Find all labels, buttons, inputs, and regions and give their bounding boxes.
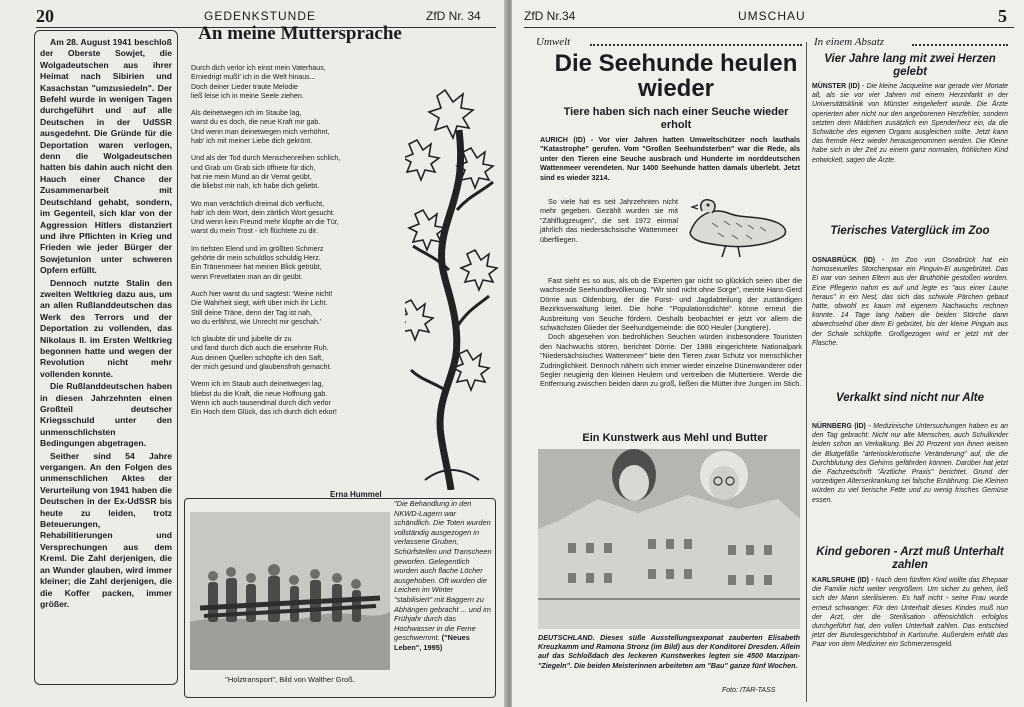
poem-line: warst du mein Trost - ich flüchtete zu dir. [191,227,318,236]
poem-stanza [191,200,411,237]
poem-line: Erniedrigt mußt' ich in die Welt hinaus... [191,73,316,82]
poem-line: hab' ich mit meiner Liebe dich gekrönt. [191,137,313,146]
tree-illustration [405,70,501,490]
poem-line: Ein Tränenmeer hat meinen Blick getrübt, [191,263,322,272]
poem-line: Wenn ich auch tausendmal durch dich verlor [191,398,331,407]
photo-credit: Foto: ITAR-TASS [722,687,776,694]
poem-line: Und als der Tod durch Menschenreihen schlich, [191,154,341,163]
right-page-header [524,6,1014,26]
poem-line: Wenn ich im Staub auch deinetwegen lag, [191,380,324,389]
poem-stanza [191,335,411,372]
poem-line: warst du es doch, die neue Kraft mir gab. [191,118,321,127]
memorial-paragraph: Die Rußlanddeutschen haben in diesen Jahrzehnten einen Großteil deutscher Kriegsschuld unter den unmenschlichsten Bedingungen abgetragen. [40,381,172,449]
brief-body: - Medizinische Untersuchungen haben es an den Tag gebracht: Nicht nur alte Menschen, auch Schulkinder leiden schon an Verkalkung. Bei 20 Prozent von ihnen weisen die Blutgefäße "arteriosklerotische Veränderung" auf, die die Durchblutung des Gehirns gefährden können. Darüber hat jetzt die Fachzeitschrift "Ärztliche Praxis" berichtet. Grund der vorzeitigen Alterserkrankung sei falsche Ernährung. Die Kleinen würden zu viel tierische Fette und zu wenig frisches Gemüse essen. [812,423,1008,504]
pastry-castle-photo [538,449,800,629]
brief-body: - Die kleine Jacqueline war gerade vier Monate alt, als sie vor vier Jahren mit einem Herzinfarkt in der Universitätsklinik von Münster eingeliefert wurde. Die Ärzte operierten aber nicht nur den angeborenen Herzfehler, sondern setzten dem Mädchen zusätzlich ein Spenderherz ein, da die Schwäche des eigenen Organs ausgleichen sollte. Jetzt kann das fremde Herz wieder herausgenommen werden. Die Kleine habe sich in der Zeit zu einem ganz normalen, fröhlichen Kind entwickelt, sagen die Ärzte. [812,83,1008,164]
poem-line: die bliebst mir nah, ich habe dich geliebt. [191,182,320,191]
poem-stanza [191,245,411,282]
article-paragraph: So viele hat es seit Jahrzehnten nicht mehr gegeben. Gezählt wurden sie mit "Zählflugzeugen", die seit 1972 einmal jährlich das niedersächsische Wattenmeer überfliegen. [540,197,678,244]
issue-label: ZfD Nr.34 [524,9,576,23]
brief-body: - Nach dem fünften Kind wollte das Ehepaar die Familie nicht weiter vergrößern. Um sicher zu gehen, ließ sich der Mann sterilisieren. Es half nicht - seine Frau wurde erneut schwanger. Für den Unterhalt dieses Kindes muß nun der Arzt, der die Sterilisation offensichtlich erfolglos durchgeführt hat, den vollen Unterhalt zahlen. Das entschied jetzt der Bundesgerichtshof in Karlsruhe. Außerdem erhält das Paar von dem Mediziner ein Schmerzensgeld. [812,577,1009,649]
brief-text [812,422,1008,505]
page-number: 5 [998,6,1007,26]
poem-line: hat nie mein Mund an dir Verrat geübt, [191,172,312,181]
poem-line: wenn Freveltaten man an dir geübt. [191,272,303,281]
poem-line: bliebst du die Kraft, die neue Hoffnung gab. [191,389,328,398]
poem-line: Und wenn kein Freund mehr klopfte an die Tür, [191,218,339,227]
page-number: 20 [36,6,54,26]
brief-headline: Vier Jahre lang mit zwei Herzen gelebt [824,53,996,78]
kicker-dots [912,44,1008,46]
poem-stanza [191,380,411,417]
nkwd-quote [394,499,492,653]
briefs-kicker: In einem Absatz [814,36,885,48]
memorial-paragraph: Am 28. August 1941 beschloß der Oberste Sowjet, die Wolgadeutschen aus ihrer Heimat nach Sibirien und Kasachstan "umzusiedeln". Der Befehl wurde in wenigen Tagen durchgeführt und auf alle Deutschen in der UdSSR ausgedehnt. Die Gründe für die Deportation waren verlogen, denn die Wolgadeutschen hatten bis dahin auch nicht den Hauch einer Chance der Zusammenarbeit mit Deutschland gehabt, sondern, im Gegenteil, sich klar von der Aggression Hitlers distanziert und ihre Pflichten in Krieg und Frieden wie jeder Bürger der Sowjetunion unter schweren Opfern erfüllt. [40,37,172,276]
poem-line: Die Wahrheit siegt, wirft über mich ihr Licht. [191,299,328,308]
poem-line: Durch dich verlor ich einst mein Vaterhaus, [191,64,326,72]
brief-headline: Kind geboren - Arzt muß Unterhalt zahlen [816,546,1004,571]
main-headline: Die Seehunde heulen wieder [554,50,798,102]
brief-dateline: KARLSRUHE (ID) [812,577,869,584]
poem-line: Doch deiner Lieder traute Melodie [191,82,298,91]
poem-line: Wo man verächtlich dreimal dich verflucht, [191,199,325,208]
poem-line: wo du erfährst, wie Unrecht mir geschah.' [191,317,322,326]
brief-dateline: MÜNSTER (ID) [812,83,860,90]
poem-line: ließ leise ich in meine Seele ziehen. [191,91,304,100]
main-subhead: Tiere haben sich nach einer Seuche wieder erholt [563,106,789,131]
article-body-wide [540,276,802,389]
header-rule [524,27,1014,28]
issue-label: ZfD Nr. 34 [426,9,481,23]
poem [191,64,411,426]
brief-text [812,82,1008,165]
memorial-paragraph: Seither sind 54 Jahre vergangen. An den Folgen des unmenschlichen Aktes der Verurteilung von 1941 haben die Deutschen in der Ex-UdSSR bis heute zu leiden, trotz Beteuerungen, Rehabilitierungen und Versprechungen aus dem Kreml. Die Zahl derjenigen, die an Wunder glauben, wird immer kleiner; die Zahl derjenigen, die die Koffer packen, immer größer. [40,450,172,609]
brief-dateline: OSNABRÜCK (ID) [812,257,876,264]
poem-title: An meine Muttersprache [198,23,402,44]
left-page [0,0,506,707]
quote-source: ("Neues Leben", 1995) [394,633,470,652]
poem-stanza [191,64,411,101]
poem-stanza [191,290,411,327]
poem-line: Im tiefsten Elend und im größten Schmerz [191,244,324,253]
brief-headline: Verkalkt sind nicht nur Alte [835,392,985,404]
article-lead: AURICH (ID) - Vor vier Jahren hatten Umweltschützer noch lauthals "Katastrophe" gerufen. Vom "Großen Seehundsterben" war die Rede, als unter den Tieren eine Seuche ausbrach und Hunderte im norddeutschen Wattenmeer verendeten. Nur 1400 Seehunde hatten damals überlebt. Jetzt sind es wieder 3214. [540,135,800,182]
memorial-paragraph: Dennoch nutzte Stalin den zweiten Weltkrieg dazu aus, um an allen Rußlanddeutschen das Werk des Terrors und der Deportation zu vollenden, das Nikolaus II. im Ersten Weltkrieg begonnen hatte und wegen der Revolution nicht mehr vollenden konnte. [40,277,172,379]
section-title: UMSCHAU [738,9,806,23]
poem-line: Auch hier warst du und sagtest: 'Weine nicht! [191,289,333,298]
nkwd-quote-text: "Die Behandlung in den NKWD-Lagern war schändlich. Die Toten wurden vollständig ausgezogen in verlassene Gruben, Schürfstellen und Transcheen geworfen. Gelegentlich wurden auch flache Löcher ausgehoben. Oft wurden die Leichen im Winter "stabilisiert" mit Baggern zu Abhängen gebracht ... und im Frühjahr durch das Hochwasser in die Ferne geschwemmt. [394,499,492,643]
column-rule [806,42,807,702]
poem-line: Ich glaubte dir und jubelte dir zu [191,335,292,344]
poem-line: Ein Hoch dem Glück, das ich durch dich erkor! [191,408,337,417]
article-paragraph: Fast sieht es so aus, als ob die Experten gar nicht so glücklich seien über die wachsende Seehundbevölkerung. "Wir sind nicht ohne Sorge", meinte Hans-Gerd Dörrie aus Oldenburg, der die Forst- und Jagdabteilung der zuständigen Bezirksverwaltung leitet. Die hohe "Populationsdichte" könne erneut die Ausbreitung von Seuche fördern. Deshalb beobachtet er jetzt vor allem die schwächsten Glieder der Seehundgemeinde: die 600 Heuler (Jungtiere). [540,276,802,333]
poem-line: und Grab um Grab sich öffnete für dich, [191,163,316,172]
poem-line: hab' ich dein Wort, dein zärtlich Wort gesucht. [191,208,335,217]
poem-line: Still deine Träne, denn der Tag ist nah, [191,308,312,317]
poem-line: und fand durch dich auch die ersehnte Ruh. [191,344,329,353]
poem-line: Als deinetwegen ich im Staube lag, [191,109,302,118]
seal-bird-illustration [682,193,792,259]
section-title: GEDENKSTUNDE [204,9,317,23]
brief-text [812,576,1008,650]
brief-dateline: NÜRNBERG (ID) [812,423,866,430]
memorial-text-box [34,30,178,685]
poem-line: Und wenn man deinetwegen mich verhöhnt, [191,127,330,136]
article-paragraph: Doch abgesehen von bedrohlichen Seuchen würden insbesondere Touristen den Nachwuchs stören, berichtet Dörrie. Der 1986 eingerichtete Nationalpark "Niedersächsisches Wattenmeer" biete den Tieren zwar Schutz vor menschlicher Zudringlichkeit. Dennoch nähern sich immer wieder einzelne Dünenwanderer oder Segler neugierig den kleinen Heulern und vertreiben die Muttertiere. Werde die Entfernung zwischen beiden dann zu groß, ließen die Mütter ihre Jungen im Stich. [540,332,802,389]
poem-line: der mich gesund und glaubensfroh gemacht. [191,363,332,372]
brief-text [812,256,1008,348]
poem-author: Erna Hummel [330,490,382,499]
brief-body: - Im Zoo von Osnabrück hat ein homosexuelles Storchenpaar ein Pinguin-Ei ausgebrütet. Das Ei war von seinen Eltern aus der Bruthöhle gestoßen worden. Eine Pflegerin nahm es auf und legte es "aus einer Laune heraus" in ein Nest, das sich das schwule Pärchen gebaut hatte, obwohl es kaum mit eigenem Nachwuchs rechnen konnte. 14 Tage lang haben die beiden Störche dann abwechselnd über dem Ei gebrütet, bis der kleine Pinguin aus der Schale schlüpfte. Großgezogen wird er jetzt mit der Flasche. [812,257,1008,347]
holztransport-drawing [190,512,390,670]
poem-line: Aus deinen Quellen schöpfte ich den Saft, [191,353,324,362]
brief-headline: Tierisches Vaterglück im Zoo [830,225,990,237]
poem-stanza [191,154,411,191]
poem-line: gehörte dir mein schuldlos schuldig Herz. [191,254,321,263]
art-headline: Ein Kunstwerk aus Mehl und Butter [582,432,768,444]
photo-caption: DEUTSCHLAND. Dieses süße Ausstellungsexponat zauberten Elisabeth Kreuzkamm und Ramona Stronz (im Bild) aus der Konditorei Dresden. Allein auf das Schloßdach des leckeren Kunstwerkes legten sie 4500 Marzipan-"Ziegeln". Die beiden Meisterinnen arbeiteten am "Bau" ganze fünf Wochen. [538,633,800,670]
kicker-dots [590,44,802,46]
poem-stanza [191,109,411,146]
article-body-narrow [540,197,678,244]
section-kicker: Umwelt [536,36,571,48]
drawing-caption: "Holztransport", Bild von Walther Groß. [225,675,355,684]
